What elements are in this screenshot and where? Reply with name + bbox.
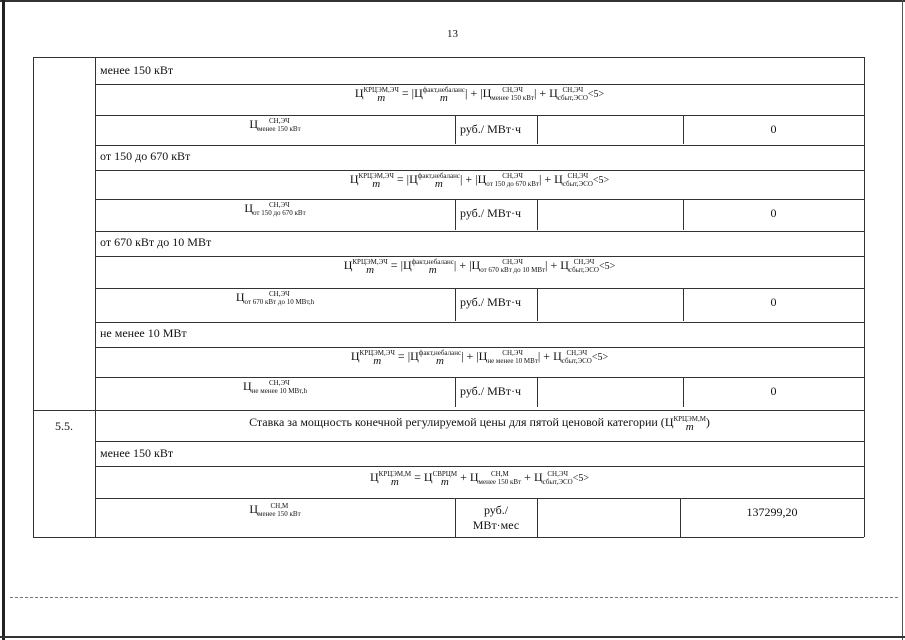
abs-bar: |: [453, 258, 457, 272]
row-divider: [95, 145, 864, 146]
title-close: ): [705, 415, 710, 429]
formula-term: [477, 172, 542, 189]
abs-bar: |: [533, 86, 537, 100]
abs-bar: |: [537, 349, 541, 363]
formula: [95, 258, 864, 277]
row-divider: [95, 199, 864, 200]
price-symbol: Ц: [469, 470, 479, 484]
abs-bar: |: [400, 258, 403, 272]
parameter-cell: [95, 290, 455, 306]
operator: =: [393, 172, 407, 186]
abs-bar: |: [461, 349, 464, 363]
abs-bar: |: [407, 349, 411, 363]
row-divider: [95, 322, 864, 323]
subscript: m: [377, 92, 386, 105]
parameter-cell: [95, 502, 455, 518]
superscript: СН,ЭЧ: [269, 290, 290, 299]
formula-term: [411, 86, 468, 105]
operator: +: [540, 349, 554, 363]
superscript: СН,М: [491, 470, 509, 479]
superscript: СН,ЭЧ: [547, 470, 568, 479]
superscript: СН,ЭЧ: [502, 349, 523, 358]
price-symbol: Ц: [423, 470, 433, 484]
formula-lhs: [354, 86, 399, 105]
unit-label-line2: МВт·мес: [472, 518, 520, 532]
unit-label: руб./ МВт·ч: [460, 295, 522, 309]
price-symbol: Ц: [249, 117, 259, 131]
row-divider: [95, 170, 864, 171]
row-divider: [95, 288, 864, 289]
table-left-border: [33, 57, 34, 537]
footnote-ref: <5>: [591, 352, 609, 363]
value: 0: [770, 206, 777, 220]
blank-column-divider: [537, 115, 538, 144]
price-symbol: Ц: [354, 86, 364, 100]
operator: =: [394, 349, 408, 363]
formula-lhs: [350, 349, 395, 368]
subscript: от 670 кВт до 10 МВт: [480, 266, 546, 275]
formula-term: [407, 349, 464, 368]
superscript: СН,ЭЧ: [566, 349, 588, 358]
footnote-ref: <5>: [592, 175, 610, 186]
section-title-text: Ставка за мощность конечной регулируемой цены для пятой ценовой категории (: [249, 415, 665, 429]
frame-bottom: [0, 636, 905, 638]
consumer-band-label: менее 150 кВт: [100, 63, 174, 77]
parameter-symbol: [243, 379, 307, 396]
parameter-cell: [95, 379, 455, 395]
price-symbol: Ц: [477, 172, 487, 186]
formula-term: [533, 470, 573, 487]
superscript: СН,ЭЧ: [269, 379, 290, 388]
superscript: КРЦЭМ,ЭЧ: [358, 172, 394, 181]
subscript: m: [434, 178, 443, 191]
superscript: СН,ЭЧ: [269, 117, 290, 126]
operator: =: [387, 258, 401, 272]
frame-top: [0, 0, 905, 2]
subscript: менее 150 кВт: [478, 478, 522, 487]
superscript: СВРЦМ: [432, 470, 458, 479]
row-divider: [95, 115, 864, 116]
consumer-band-label: менее 150 кВт: [100, 446, 174, 460]
superscript: факт,небаланс: [422, 86, 466, 95]
formula-term: [478, 349, 541, 366]
abs-bar: |: [475, 172, 478, 186]
formula-lhs: [343, 258, 388, 277]
price-symbol: Ц: [249, 502, 259, 516]
section-title: [95, 415, 864, 434]
operator: +: [521, 470, 534, 484]
abs-bar: |: [538, 172, 542, 186]
subscript: менее 150 кВт: [491, 94, 534, 103]
superscript: факт,небаланс: [418, 349, 462, 358]
unit-column-divider: [455, 377, 456, 407]
unit-label: руб./ МВт·ч: [460, 122, 522, 136]
subscript: сбыт,ЭСО: [568, 266, 599, 275]
formula-term: [469, 470, 522, 487]
price-symbol: Ц: [471, 258, 481, 272]
operator: +: [463, 349, 477, 363]
abs-bar: |: [465, 86, 468, 100]
unit-label: руб./ МВт·ч: [460, 384, 522, 398]
footnote-ref: <5>: [572, 473, 589, 484]
superscript: СН,ЭЧ: [567, 172, 589, 181]
row-divider: [95, 441, 864, 442]
formula-term: [560, 258, 599, 275]
subscript: m: [373, 355, 382, 368]
superscript: СН,ЭЧ: [502, 172, 523, 181]
subscript: сбыт,ЭСО: [542, 478, 573, 487]
abs-bar: |: [469, 258, 472, 272]
parameter-symbol: [235, 290, 315, 307]
operator: +: [536, 86, 550, 100]
consumer-band-label: не менее 10 МВт: [100, 326, 187, 340]
abs-bar: |: [480, 86, 483, 100]
parameter-symbol: [249, 117, 301, 134]
formula-lhs: [370, 470, 412, 489]
subscript: сбыт,ЭСО: [557, 94, 588, 103]
operator: +: [547, 258, 561, 272]
abs-bar: |: [460, 172, 463, 186]
subscript: не менее 10 МВт,h: [251, 387, 307, 396]
row-divider: [95, 377, 864, 378]
superscript: КРЦЭМ,ЭЧ: [359, 349, 395, 358]
price-symbol: Ц: [482, 86, 492, 100]
price-symbol: Ц: [349, 172, 359, 186]
parameter-cell: [95, 117, 455, 133]
subscript: m: [366, 264, 375, 277]
footnote-ref: <5>: [599, 261, 616, 272]
price-symbol: Ц: [553, 349, 562, 363]
formula: [95, 86, 864, 105]
superscript: СН,ЭЧ: [573, 258, 595, 267]
blank-column-divider: [537, 377, 538, 407]
subscript: от 670 кВт до 10 МВт,h: [244, 298, 315, 307]
table-right-border: [864, 57, 865, 537]
parameter-symbol: [249, 502, 301, 519]
row-divider: [95, 256, 864, 257]
formula-term: [423, 470, 458, 489]
superscript: КРЦЭМ,ЭЧ: [363, 86, 399, 95]
unit-column-divider: [455, 115, 456, 144]
footer-line: [10, 597, 898, 598]
formula-term: [553, 349, 592, 366]
row-divider: [95, 498, 864, 499]
price-symbol: Ц: [244, 201, 253, 215]
formula: [95, 172, 864, 191]
price-symbol: Ц: [533, 470, 543, 484]
abs-bar: |: [476, 349, 479, 363]
price-symbol: Ц: [370, 470, 379, 484]
price-symbol: Ц: [414, 86, 423, 100]
price-symbol: Ц: [664, 415, 674, 429]
subscript: m: [435, 355, 444, 368]
parameter-symbol: [244, 201, 306, 218]
price-symbol: Ц: [549, 86, 558, 100]
value: 0: [770, 295, 777, 309]
subscript: m: [372, 178, 381, 191]
frame-right: [902, 0, 903, 640]
consumer-band-label: от 150 до 670 кВт: [100, 149, 191, 163]
superscript: СН,ЭЧ: [502, 86, 523, 95]
blank-column-divider: [537, 498, 538, 537]
operator: =: [411, 470, 424, 484]
page-number: 13: [447, 28, 458, 40]
superscript: КРЦЭМ,М: [673, 415, 706, 424]
operator: =: [398, 86, 412, 100]
superscript: КРЦЭМ,ЭЧ: [352, 258, 388, 267]
formula-term: [400, 258, 457, 277]
price-symbol: Ц: [343, 258, 353, 272]
formula-term: [406, 172, 463, 191]
consumer-band-label: от 670 кВт до 10 МВт: [100, 235, 212, 249]
subscript: менее 150 кВт: [258, 125, 301, 134]
formula: [95, 349, 864, 368]
superscript: СН,М: [270, 502, 289, 511]
price-symbol: Ц: [478, 349, 488, 363]
subscript: от 150 до 670 кВт: [253, 209, 306, 218]
price-symbol: Ц: [243, 379, 252, 393]
abs-bar: |: [406, 172, 410, 186]
price-symbol: Ц: [402, 258, 412, 272]
operator: +: [456, 258, 470, 272]
operator: +: [462, 172, 476, 186]
operator: +: [467, 86, 481, 100]
formula-term: [482, 86, 537, 103]
superscript: СН,ЭЧ: [269, 201, 290, 210]
operator: +: [541, 172, 555, 186]
price-symbol: Ц: [235, 290, 245, 304]
subscript: от 150 до 670 кВт: [486, 180, 539, 189]
price-symbol: Ц: [410, 349, 419, 363]
abs-bar: |: [545, 258, 548, 272]
unit-column-divider: [455, 288, 456, 321]
superscript: КРЦЭМ,М: [378, 470, 412, 479]
row-divider: [95, 466, 864, 467]
subscript: m: [440, 476, 449, 489]
subscript: сбыт,ЭСО: [561, 357, 592, 366]
formula-lhs: [349, 172, 394, 191]
subscript: сбыт,ЭСО: [562, 180, 593, 189]
superscript: СН,ЭЧ: [562, 86, 584, 95]
price-symbol: Ц: [554, 172, 563, 186]
value: 137299,20: [746, 505, 798, 519]
parameter-cell: [95, 201, 455, 217]
unit-label: руб./ МВт·ч: [460, 206, 522, 220]
row-divider: [95, 231, 864, 232]
frame-left: [2, 0, 5, 640]
price-symbol: Ц: [350, 349, 360, 363]
subscript: менее 150 кВт: [258, 510, 301, 519]
section-number: 5.5.: [55, 419, 73, 433]
subscript: m: [390, 476, 399, 489]
row-divider: [95, 84, 864, 85]
value: 0: [770, 384, 777, 398]
footnote-ref: <5>: [587, 89, 605, 100]
abs-bar: |: [411, 86, 415, 100]
subscript: m: [439, 92, 448, 105]
formula: [95, 470, 864, 489]
subscript: не менее 10 МВт: [487, 357, 538, 366]
formula-term: [554, 172, 593, 189]
unit-label-line1: руб./: [483, 503, 509, 517]
subscript: m: [428, 264, 437, 277]
table-bottom-border: [33, 537, 864, 538]
operator: +: [457, 470, 470, 484]
price-symbol: Ц: [560, 258, 569, 272]
blank-column-divider: [537, 199, 538, 230]
superscript: факт,небаланс: [411, 258, 454, 267]
unit-column-divider: [455, 199, 456, 230]
formula-term: [471, 258, 546, 275]
blank-column-divider: [537, 288, 538, 321]
superscript: факт,небаланс: [417, 172, 461, 181]
table-top-border: [33, 57, 864, 58]
row-divider: [95, 347, 864, 348]
section-divider: [33, 410, 864, 411]
formula-term: [549, 86, 588, 103]
subscript: m: [685, 421, 694, 434]
price-symbol: Ц: [409, 172, 418, 186]
title-symbol: [664, 415, 706, 434]
value: 0: [770, 122, 777, 136]
superscript: СН,ЭЧ: [502, 258, 523, 267]
